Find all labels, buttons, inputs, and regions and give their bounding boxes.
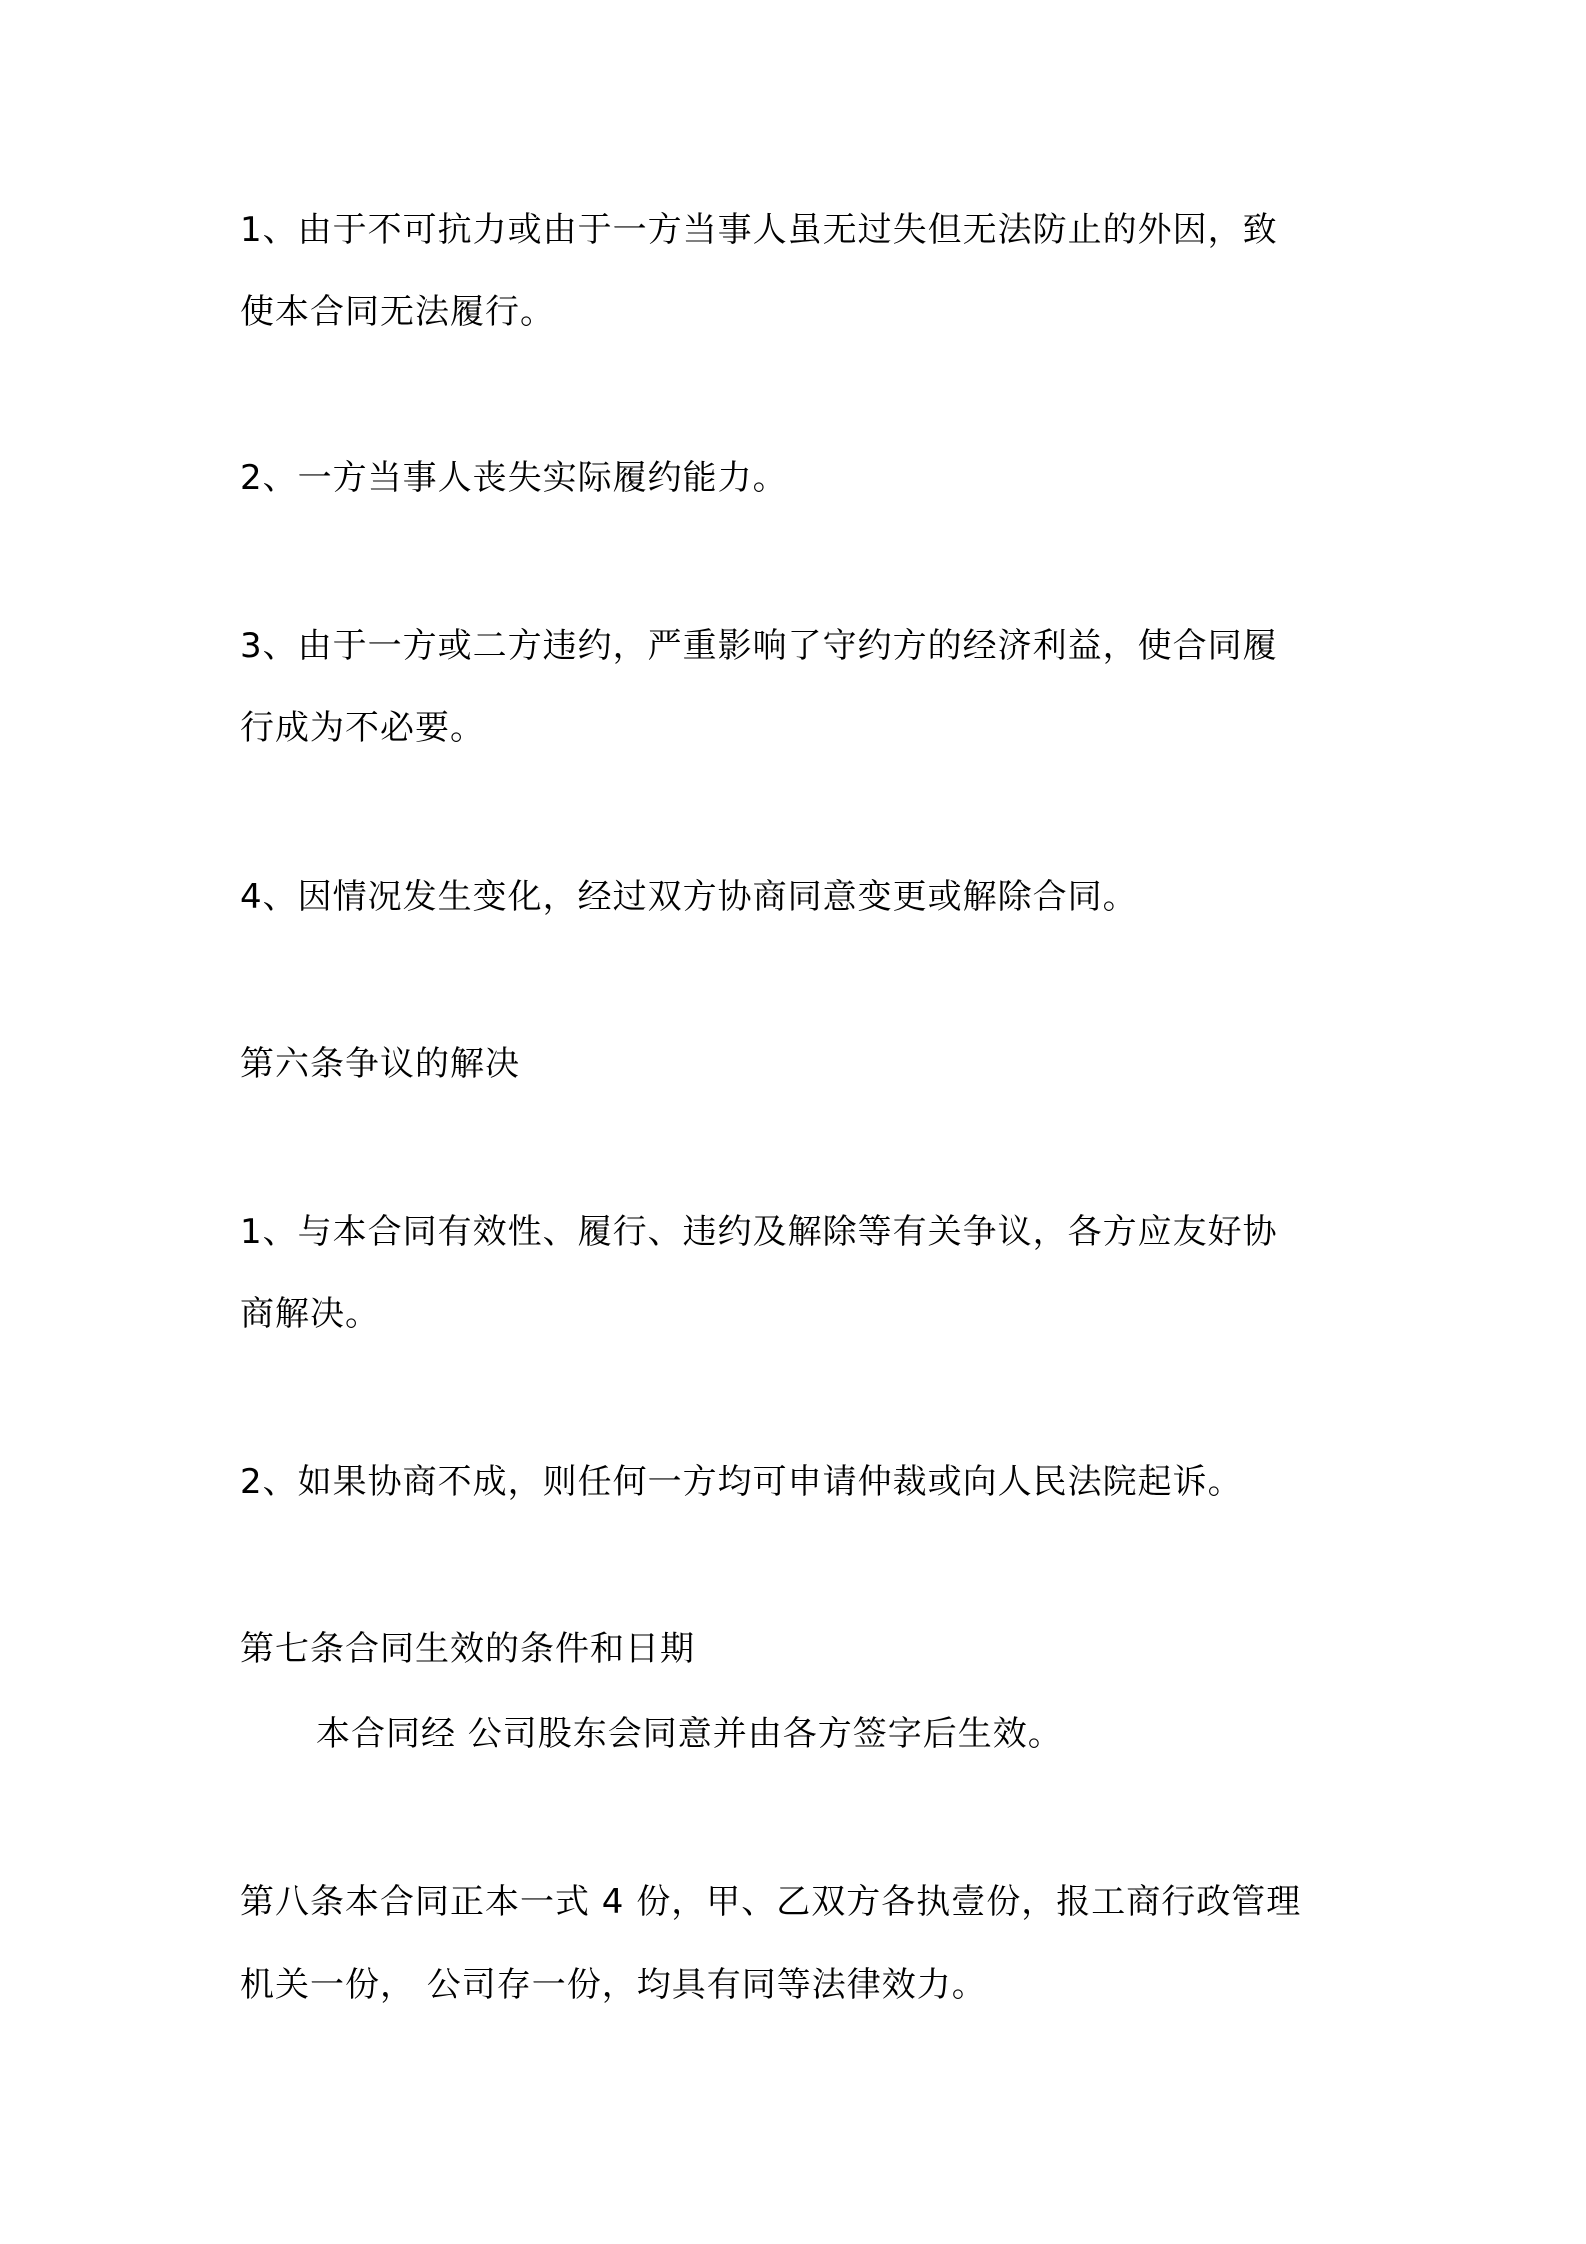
clause-5-item-1-line-1: 1、由于不可抗力或由于一方当事人虽无过失但无法防止的外因，致 — [240, 210, 1278, 250]
clause-7-heading: 第七条合同生效的条件和日期 — [240, 1629, 695, 1669]
clause-6-item-1-line-2: 商解决。 — [240, 1294, 380, 1334]
clause-7-body: 本合同经 公司股东会同意并由各方签字后生效。 — [316, 1714, 1063, 1754]
clause-6-heading: 第六条争议的解决 — [240, 1044, 520, 1084]
clause-5-item-4: 4、因情况发生变化，经过双方协商同意变更或解除合同。 — [240, 877, 1138, 917]
clause-5-item-1-line-2: 使本合同无法履行。 — [240, 292, 555, 332]
clause-8-line-1: 第八条本合同正本一式 4 份，甲、乙双方各执壹份，报工商行政管理 — [240, 1882, 1302, 1922]
clause-6-item-2: 2、如果协商不成，则任何一方均可申请仲裁或向人民法院起诉。 — [240, 1462, 1243, 1502]
clause-8-line-2: 机关一份， 公司存一份，均具有同等法律效力。 — [240, 1965, 987, 2005]
clause-5-item-2: 2、一方当事人丧失实际履约能力。 — [240, 458, 788, 498]
clause-5-item-3-line-1: 3、由于一方或二方违约，严重影响了守约方的经济利益，使合同履 — [240, 626, 1278, 666]
clause-5-item-3-line-2: 行成为不必要。 — [240, 708, 485, 748]
clause-6-item-1-line-1: 1、与本合同有效性、履行、违约及解除等有关争议，各方应友好协 — [240, 1212, 1278, 1252]
